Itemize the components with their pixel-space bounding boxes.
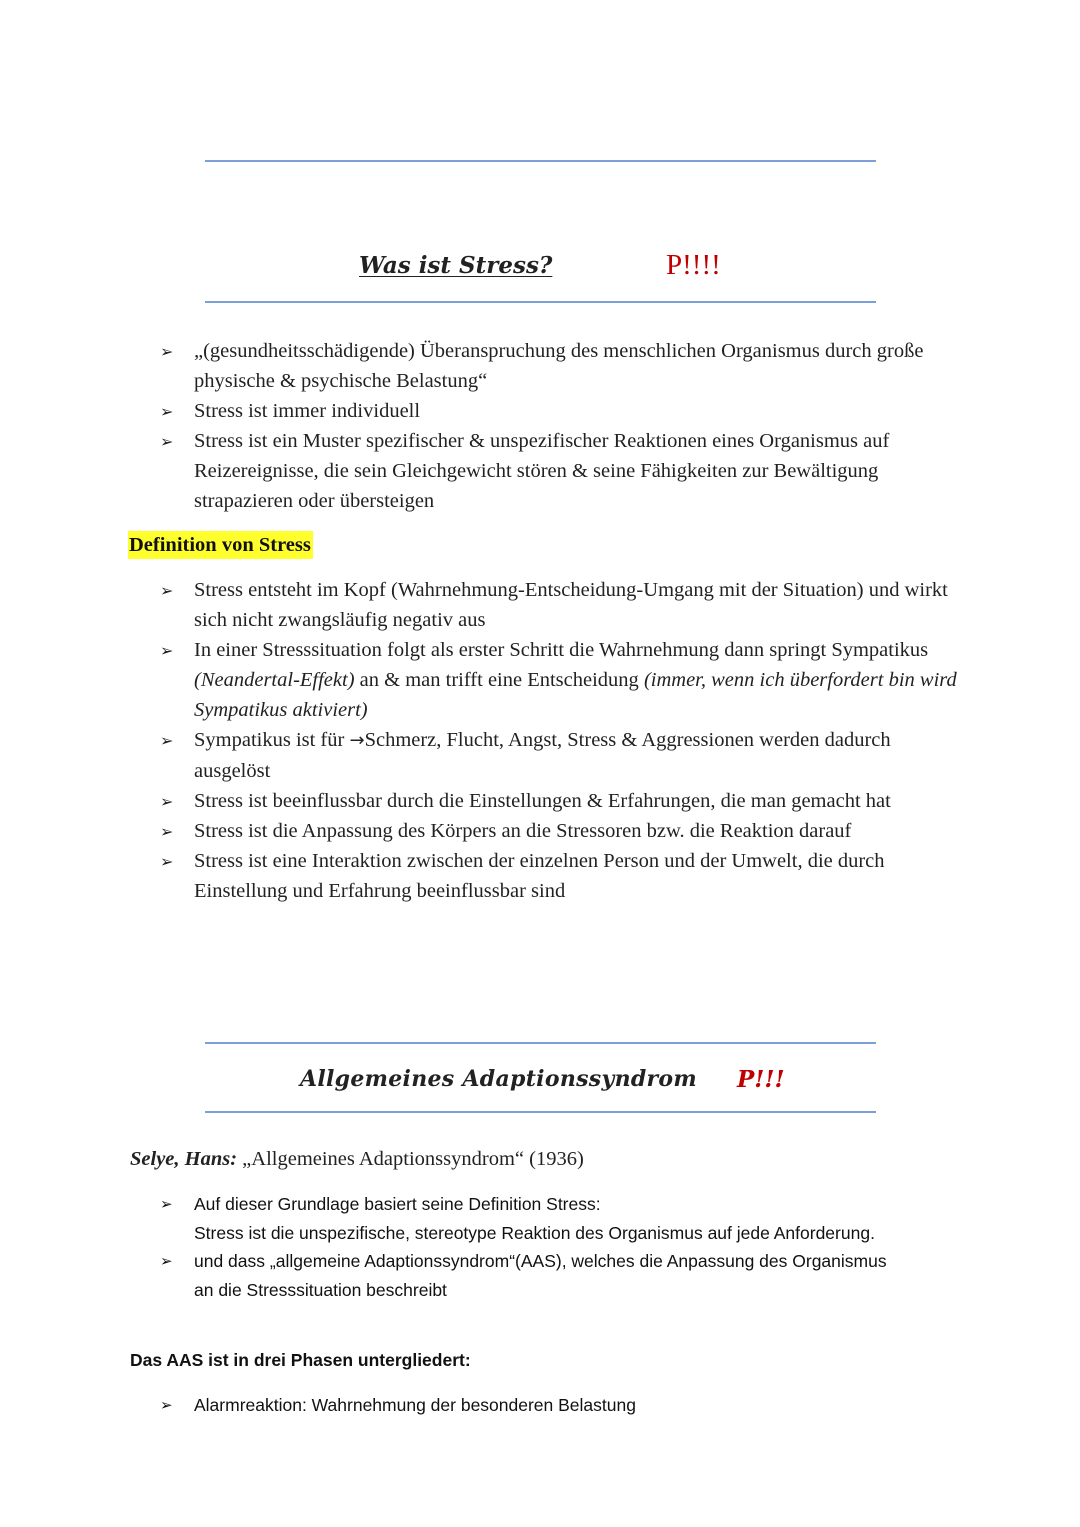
- arrow-bullet-icon: ➢: [160, 792, 174, 811]
- arrow-bullet-icon: ➢: [160, 731, 174, 750]
- section2-top-rule: [205, 1042, 876, 1044]
- list-item: ➢ „(gesundheitsschädigende) Überanspruchung des menschlichen Organismus durch große physische & psychische Belastung“: [160, 336, 960, 396]
- arrow-bullet-icon: ➢: [160, 342, 174, 361]
- aas-phase-list: [160, 1391, 900, 1420]
- list-item: ➢ Stress ist die Anpassung des Körpers an die Stressoren bzw. die Reaktion darauf: [160, 816, 984, 846]
- list-item: ➢ Stress ist immer individuell: [160, 396, 960, 426]
- list-item: ➢ Stress entsteht im Kopf (Wahrnehmung-Entscheidung-Umgang mit der Situation) und wirkt sich nicht zwangsläufig negativ aus: [160, 575, 954, 635]
- definition-heading: Definition von Stress: [128, 531, 313, 559]
- top-rule: [205, 160, 876, 162]
- section1-rule: [205, 301, 876, 303]
- list-item: ➢ In einer Stresssituation folgt als erster Schritt die Wahrnehmung dann springt Sympatikus (Neandertal-Effekt) an & man trifft eine Entscheidung (immer, wenn ich überfordert bin wird Sympatikus aktiviert): [160, 635, 960, 725]
- arrow-bullet-icon: ➢: [160, 822, 174, 841]
- arrow-bullet-icon: ➢: [160, 1396, 173, 1414]
- list-item: ➢ und dass „allgemeine Adaptionssyndrom“(AAS), welches die Anpassung des Organismus an die Stresssituation beschreibt: [160, 1247, 894, 1304]
- arrow-bullet-icon: ➢: [160, 432, 174, 451]
- definition-bullet-list: [160, 575, 960, 906]
- list-item: ➢ Stress ist ein Muster spezifischer & unspezifischer Reaktionen eines Organismus auf Reizereignisse, die sein Gleichgewicht stören & seine Fähigkeiten zur Bewältigung strapazieren oder übersteigen: [160, 426, 964, 516]
- arrow-bullet-icon: ➢: [160, 402, 174, 421]
- list-item: ➢ Stress ist eine Interaktion zwischen der einzelnen Person und der Umwelt, die durch Einstellung und Erfahrung beeinflussbar sind: [160, 846, 960, 906]
- section1-title: Was ist Stress?: [359, 252, 553, 279]
- arrow-bullet-icon: ➢: [160, 641, 174, 660]
- section2-bottom-rule: [205, 1111, 876, 1113]
- arrow-bullet-icon: ➢: [160, 581, 174, 600]
- aas-phases-heading: Das AAS ist in drei Phasen untergliedert:: [130, 1350, 471, 1370]
- list-item: ➢ Alarmreaktion: Wahrnehmung der besonderen Belastung: [160, 1391, 900, 1420]
- list-item: ➢ Auf dieser Grundlage basiert seine Definition Stress: Stress ist die unspezifische, stereotype Reaktion des Organismus auf jede Anforderung.: [160, 1190, 884, 1247]
- arrow-bullet-icon: ➢: [160, 852, 174, 871]
- section2-priority-mark: P!!!: [737, 1066, 785, 1093]
- selye-author: Selye, Hans:: [130, 1148, 238, 1170]
- section1-priority-mark: P!!!!: [666, 249, 721, 281]
- right-arrow-icon: →: [349, 730, 365, 751]
- aas-bullet-list: [160, 1190, 900, 1304]
- arrow-bullet-icon: ➢: [160, 1252, 173, 1270]
- list-item: ➢ Sympatikus ist für →Schmerz, Flucht, Angst, Stress & Aggressionen werden dadurch ausgelöst: [160, 725, 934, 786]
- list-item: ➢ Stress ist beeinflussbar durch die Einstellungen & Erfahrungen, die man gemacht hat: [160, 786, 984, 816]
- selye-citation: Selye, Hans: „Allgemeines Adaptionssyndrom“ (1936): [130, 1148, 584, 1170]
- section2-title: Allgemeines Adaptionssyndrom: [300, 1066, 697, 1092]
- section1-bullet-list: [160, 336, 960, 516]
- arrow-bullet-icon: ➢: [160, 1195, 173, 1213]
